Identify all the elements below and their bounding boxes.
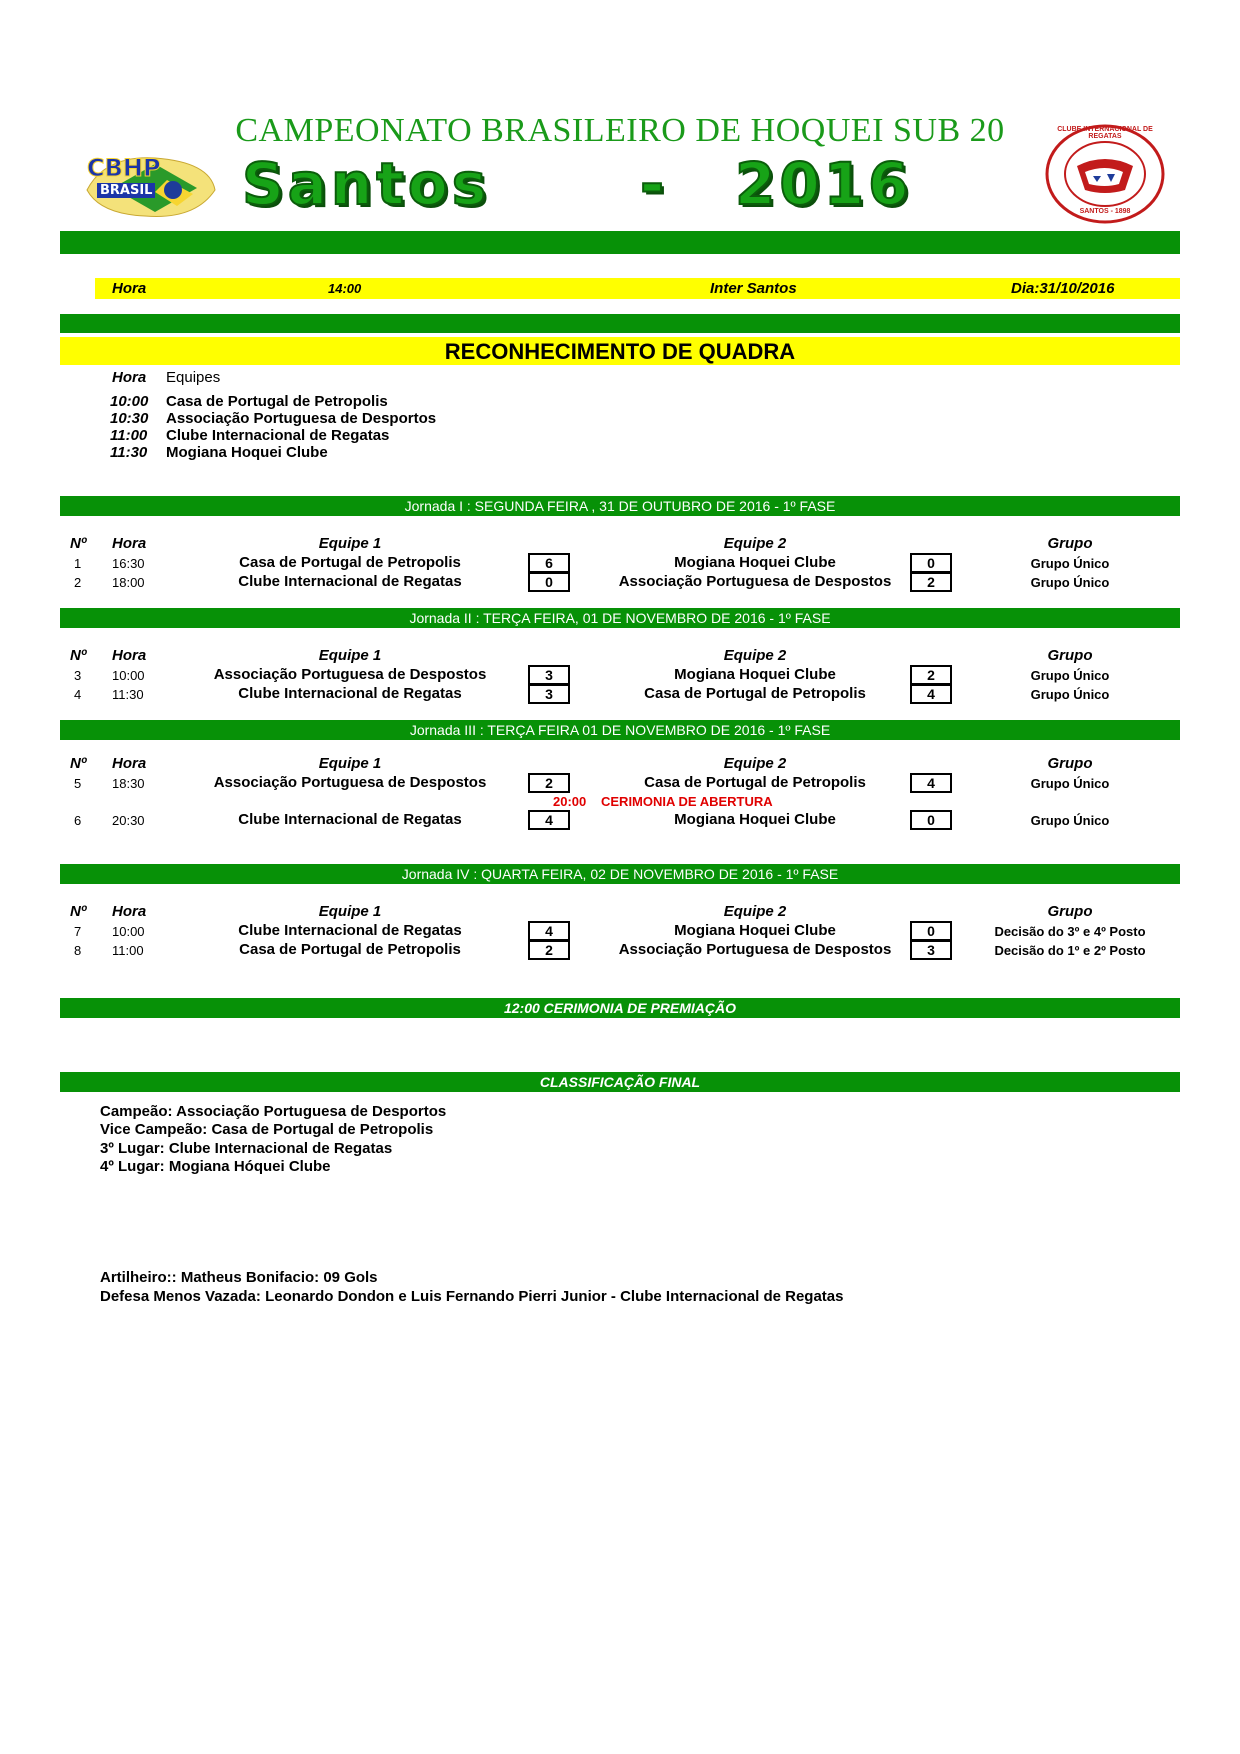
game-3-no: 3 — [74, 668, 82, 683]
page-title: CAMPEONATO BRASILEIRO DE HOQUEI SUB 20 — [235, 112, 1005, 149]
game-4-grupo: Grupo Único — [1030, 687, 1110, 702]
game-3-team1: Associação Portuguesa de Despostos — [213, 666, 487, 683]
game-7-team1: Clube Internacional de Regatas — [238, 922, 462, 939]
game-3-grupo: Grupo Único — [1030, 668, 1110, 683]
premiacao-bar: 12:00 CERIMONIA DE PREMIAÇÃO — [60, 998, 1180, 1018]
title-dash: - — [640, 150, 669, 218]
classificacao-line-1: Campeão: Associação Portuguesa de Desportos — [100, 1103, 447, 1120]
rec-hora-2: 10:30 — [110, 410, 149, 427]
regatas-logo — [1045, 124, 1165, 224]
j2-col-no: Nº — [70, 647, 87, 664]
j3-col-no: Nº — [70, 755, 87, 772]
info-row — [95, 278, 1180, 299]
cbhp-logo-sub: BRASIL — [97, 183, 155, 198]
game-7-no: 7 — [74, 924, 82, 939]
game-6-score2: 0 — [910, 810, 952, 830]
game-5-team1: Associação Portuguesa de Despostos — [213, 774, 487, 791]
classificacao-bar: CLASSIFICAÇÃO FINAL — [60, 1072, 1180, 1092]
game-1-grupo: Grupo Único — [1030, 556, 1110, 571]
game-2-grupo: Grupo Único — [1030, 575, 1110, 590]
reconhecimento-bar — [60, 337, 1180, 365]
green-band-2 — [60, 314, 1180, 333]
game-1-hora: 16:30 — [112, 556, 145, 571]
game-3-team2: Mogiana Hoquei Clube — [674, 666, 836, 683]
game-2-team1: Clube Internacional de Regatas — [238, 573, 462, 590]
regatas-logo-sub: SANTOS - 1898 — [1079, 208, 1131, 215]
game-4-team1: Clube Internacional de Regatas — [238, 685, 462, 702]
cbhp-logo — [85, 150, 217, 222]
abertura-time: 20:00 — [553, 794, 587, 809]
game-2-score2: 2 — [910, 572, 952, 592]
rec-col-hora: Hora — [112, 369, 147, 386]
game-4-team2: Casa de Portugal de Petropolis — [644, 685, 866, 702]
game-3-score2: 2 — [910, 665, 952, 685]
classificacao-line-3: 3º Lugar: Clube Internacional de Regatas — [100, 1140, 393, 1157]
game-2-score1: 0 — [528, 572, 570, 592]
game-1-team1: Casa de Portugal de Petropolis — [239, 554, 461, 571]
jornada-1-bar: Jornada I : SEGUNDA FEIRA , 31 DE OUTUBRO DE 2016 - 1º FASE — [60, 496, 1180, 516]
j4-col-no: Nº — [70, 903, 87, 920]
j3-col-hora: Hora — [112, 755, 147, 772]
game-1-no: 1 — [74, 556, 82, 571]
j4-col-equipe2: Equipe 2 — [723, 903, 787, 920]
j2-col-equipe2: Equipe 2 — [723, 647, 787, 664]
j3-col-equipe1: Equipe 1 — [318, 755, 382, 772]
game-2-no: 2 — [74, 575, 82, 590]
game-6-grupo: Grupo Único — [1030, 813, 1110, 828]
reconhecimento-title: RECONHECIMENTO DE QUADRA — [444, 339, 796, 364]
game-7-score2: 0 — [910, 921, 952, 941]
jornada-3-bar: Jornada III : TERÇA FEIRA 01 DE NOVEMBRO DE 2016 - 1º FASE — [60, 720, 1180, 740]
artilheiro-line: Artilheiro:: Matheus Bonifacio: 09 Gols — [100, 1269, 378, 1286]
game-3-hora: 10:00 — [112, 668, 145, 683]
regatas-logo-text: CLUBE INTERNACIONAL DE REGATAS — [1057, 126, 1153, 140]
j4-col-hora: Hora — [112, 903, 147, 920]
game-8-grupo: Decisão do 1º e 2º Posto — [994, 943, 1146, 958]
game-8-no: 8 — [74, 943, 82, 958]
game-6-team1: Clube Internacional de Regatas — [238, 811, 462, 828]
game-6-no: 6 — [74, 813, 82, 828]
rec-hora-1: 10:00 — [110, 393, 149, 410]
classificacao-line-4: 4º Lugar: Mogiana Hóquei Clube — [100, 1158, 331, 1175]
j1-col-equipe2: Equipe 2 — [723, 535, 787, 552]
game-5-score2: 4 — [910, 773, 952, 793]
game-7-score1: 4 — [528, 921, 570, 941]
info-dia: Dia:31/10/2016 — [1011, 280, 1115, 297]
j1-col-hora: Hora — [112, 535, 147, 552]
game-1-score2: 0 — [910, 553, 952, 573]
year-title: 2016 — [735, 150, 913, 218]
rec-hora-4: 11:30 — [110, 444, 148, 461]
info-hora-label: Hora — [112, 280, 147, 297]
game-7-grupo: Decisão do 3º e 4º Posto — [994, 924, 1146, 939]
game-5-score1: 2 — [528, 773, 570, 793]
game-5-no: 5 — [74, 776, 82, 791]
rec-equipe-4: Mogiana Hoquei Clube — [166, 444, 328, 461]
game-2-team2: Associação Portuguesa de Despostos — [618, 573, 892, 590]
j3-col-grupo: Grupo — [1047, 755, 1093, 772]
game-8-team1: Casa de Portugal de Petropolis — [239, 941, 461, 958]
game-4-no: 4 — [74, 687, 82, 702]
header-green-band — [60, 231, 1180, 254]
j4-col-equipe1: Equipe 1 — [318, 903, 382, 920]
info-local: Inter Santos — [710, 280, 797, 297]
game-8-team2: Associação Portuguesa de Despostos — [618, 941, 892, 958]
game-5-grupo: Grupo Único — [1030, 776, 1110, 791]
game-8-hora: 11:00 — [112, 943, 144, 958]
game-4-hora: 11:30 — [112, 687, 144, 702]
rec-hora-3: 11:00 — [110, 427, 148, 444]
classificacao-line-2: Vice Campeão: Casa de Portugal de Petropolis — [100, 1121, 434, 1138]
game-1-score1: 6 — [528, 553, 570, 573]
j1-col-grupo: Grupo — [1047, 535, 1093, 552]
game-4-score2: 4 — [910, 684, 952, 704]
game-3-score1: 3 — [528, 665, 570, 685]
info-hora-value: 14:00 — [328, 281, 362, 296]
game-2-hora: 18:00 — [112, 575, 145, 590]
game-6-hora: 20:30 — [112, 813, 145, 828]
rec-equipe-1: Casa de Portugal de Petropolis — [166, 393, 388, 410]
game-6-score1: 4 — [528, 810, 570, 830]
j2-col-equipe1: Equipe 1 — [318, 647, 382, 664]
j3-col-equipe2: Equipe 2 — [723, 755, 787, 772]
game-4-score1: 3 — [528, 684, 570, 704]
jornada-2-bar: Jornada II : TERÇA FEIRA, 01 DE NOVEMBRO DE 2016 - 1º FASE — [60, 608, 1180, 628]
j1-col-no: Nº — [70, 535, 87, 552]
game-1-team2: Mogiana Hoquei Clube — [674, 554, 836, 571]
defesa-line: Defesa Menos Vazada: Leonardo Dondon e Luis Fernando Pierri Junior - Clube Internacional de Regatas — [100, 1288, 844, 1305]
game-7-team2: Mogiana Hoquei Clube — [674, 922, 836, 939]
game-8-score1: 2 — [528, 940, 570, 960]
j4-col-grupo: Grupo — [1047, 903, 1093, 920]
cbhp-logo-text: CBHP — [87, 154, 161, 182]
game-5-team2: Casa de Portugal de Petropolis — [644, 774, 866, 791]
city-title: Santos — [242, 150, 491, 218]
j1-col-equipe1: Equipe 1 — [318, 535, 382, 552]
jornada-4-bar: Jornada IV : QUARTA FEIRA, 02 DE NOVEMBRO DE 2016 - 1º FASE — [60, 864, 1180, 884]
rec-equipe-2: Associação Portuguesa de Desportos — [166, 410, 437, 427]
game-6-team2: Mogiana Hoquei Clube — [674, 811, 836, 828]
game-5-hora: 18:30 — [112, 776, 145, 791]
abertura-text: CERIMONIA DE ABERTURA — [601, 794, 773, 809]
rec-equipe-3: Clube Internacional de Regatas — [166, 427, 390, 444]
game-7-hora: 10:00 — [112, 924, 145, 939]
rec-col-equipes: Equipes — [166, 369, 221, 386]
game-8-score2: 3 — [910, 940, 952, 960]
j2-col-grupo: Grupo — [1047, 647, 1093, 664]
j2-col-hora: Hora — [112, 647, 147, 664]
